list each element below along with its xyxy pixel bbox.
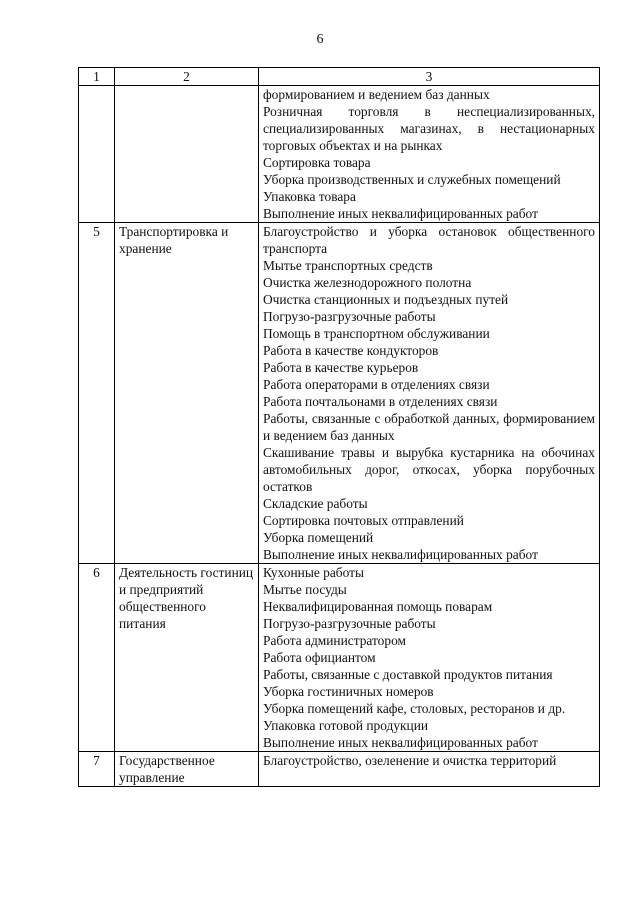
work-item: Складские работы (263, 496, 368, 511)
sector-name: Деятельность гостиниц и предприятий общественного питания (115, 564, 259, 752)
work-item: Выполнение иных неквалифицированных работ (263, 735, 538, 750)
work-item: Погрузо-разгрузочные работы (263, 309, 436, 324)
work-item: Уборка производственных и служебных помещений (263, 172, 561, 187)
table-row (79, 564, 600, 752)
table-body (79, 86, 600, 787)
work-item: Погрузо-разгрузочные работы (263, 616, 436, 631)
work-item: Розничная торговля в неспециализированных, специализированных магазинах, в нестационарных торговых объектах и на рынках (263, 104, 595, 153)
works-list (259, 223, 600, 564)
work-item: Работа в качестве кондукторов (263, 343, 439, 358)
work-item: Кухонные работы (263, 565, 364, 580)
page-number: 6 (316, 32, 324, 47)
work-item: Мытье посуды (263, 582, 347, 597)
table-header-row (79, 68, 600, 86)
work-item: Очистка железнодорожного полотна (263, 275, 472, 290)
row-number: 5 (79, 223, 115, 564)
row-number: 6 (79, 564, 115, 752)
work-item: Работы, связанные с обработкой данных, формированием и ведением баз данных (263, 411, 595, 443)
works-list (259, 86, 600, 223)
sector-name (115, 86, 259, 223)
work-item: Мытье транспортных средств (263, 258, 433, 273)
work-item: формированием и ведением баз данных (263, 87, 490, 102)
work-item: Сортировка товара (263, 155, 371, 170)
work-item: Выполнение иных неквалифицированных работ (263, 206, 538, 221)
work-item: Работа официантом (263, 650, 376, 665)
header-col-sector: 2 (115, 68, 259, 86)
work-item: Благоустройство, озеленение и очистка территорий (263, 753, 557, 768)
work-item: Уборка гостиничных номеров (263, 684, 434, 699)
row-number: 7 (79, 752, 115, 787)
works-list (259, 564, 600, 752)
work-item: Работа администратором (263, 633, 406, 648)
work-item: Помощь в транспортном обслуживании (263, 326, 490, 341)
works-table (78, 67, 600, 787)
work-item: Уборка помещений кафе, столовых, ресторанов и др. (263, 701, 566, 716)
work-item: Благоустройство и уборка остановок общественного транспорта (263, 224, 595, 256)
work-item: Скашивание травы и вырубка кустарника на обочинах автомобильных дорог, откосах, уборка порубочных остатков (263, 445, 595, 494)
table-row (79, 752, 600, 787)
works-list (259, 752, 600, 787)
work-item: Неквалифицированная помощь поварам (263, 599, 493, 614)
header-col-works: 3 (259, 68, 600, 86)
work-item: Работа почтальонами в отделениях связи (263, 394, 498, 409)
row-number (79, 86, 115, 223)
work-item: Уборка помещений (263, 530, 374, 545)
work-item: Упаковка товара (263, 189, 356, 204)
work-item: Очистка станционных и подъездных путей (263, 292, 509, 307)
table-row (79, 223, 600, 564)
sector-name: Транспортировка и хранение (115, 223, 259, 564)
work-item: Работы, связанные с доставкой продуктов питания (263, 667, 553, 682)
work-item: Сортировка почтовых отправлений (263, 513, 464, 528)
work-item: Выполнение иных неквалифицированных работ (263, 547, 538, 562)
work-item: Работа операторами в отделениях связи (263, 377, 490, 392)
table-row (79, 86, 600, 223)
work-item: Упаковка готовой продукции (263, 718, 429, 733)
work-item: Работа в качестве курьеров (263, 360, 419, 375)
header-col-number: 1 (79, 68, 115, 86)
sector-name: Государственное управление (115, 752, 259, 787)
